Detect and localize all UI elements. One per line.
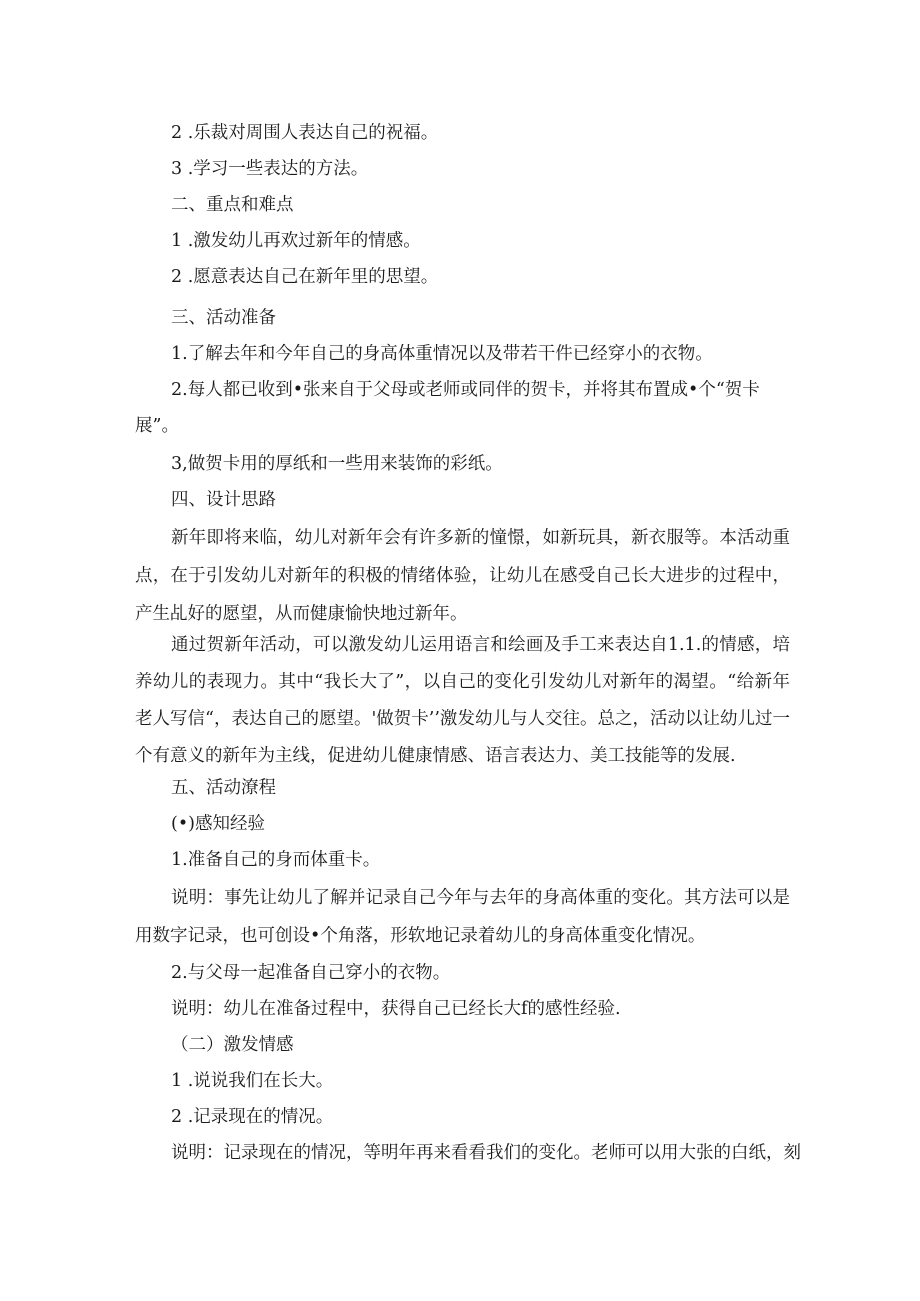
design-paragraph-1: 新年即将来临，幼儿对新年会有许多新的憧憬，如新玩具，新衣服等。本活动重点，在于引发幼儿对新年的积极的情绪体验，让幼儿在感受自己长大进步的过程中，产生乩好的愿望，从而健康愉快地过新年。 (135, 528, 790, 624)
key-point-2: 2 .愿意表达自己在新年里的思望。 (171, 267, 439, 287)
preparation-1: 1.了解去年和今年自己的身高体重情况以及带若干件已经穿小的衣物。 (171, 344, 713, 364)
emotion-step-2: 2 .记录现在的情况。 (171, 1107, 334, 1127)
subsection-emotion: （二）激发情感 (171, 1035, 294, 1055)
preparation-3: 3,做贺卡用的厚纸和一些用来装饰的彩纸。 (171, 454, 503, 474)
experience-note-1: 说明：事先让幼儿了解并记录自己今年与去年的身高体重的变化。其方法可以是用数字记录，也可创设•个角落，形软地记录着幼儿的身高体重变化情况。 (135, 888, 790, 946)
preparation-2-continued: 展”。 (135, 416, 179, 436)
section-heading-design: 四、设计思路 (171, 490, 276, 510)
experience-step-1: 1.准备自己的身而体重卡。 (171, 850, 381, 870)
emotion-note: 说明：记录现在的情况，等明年再来看看我们的变化。老师可以用大张的白纸，刻 (171, 1143, 801, 1163)
section-heading-preparation: 三、活动准备 (171, 308, 276, 328)
subsection-experience: (•)感知经验 (171, 814, 265, 834)
objective-3: 3 .学习一些表达的方法。 (171, 159, 369, 179)
preparation-2: 2.每人都已收到•张来自于父母或老师或同伴的贺卡，并将其布置成•个“贺卡 (171, 380, 760, 400)
design-paragraph-2: 通过贺新年活动，可以激发幼儿运用语言和绘画及手工来表达自1.1.的情感，培养幼儿的表现力。其中“我长大了”，以自己的变化引发幼儿对新年的渴望。“给新年老人写信“，表达自己的愿望。'做贺卡’’激发幼儿与人交往。总之，活动以让幼儿过一个有意义的新年为主线，促进幼儿健康情感、语言表达力、美工技能等的发展. (135, 635, 790, 766)
experience-step-2: 2.与父母一起准备自己穿小的衣物。 (171, 963, 451, 983)
experience-note-2: 说明：幼儿在准备过程中，获得自己已经长大f的感性经验. (171, 999, 621, 1019)
section-heading-key-points: 二、重点和难点 (171, 195, 294, 215)
key-point-1: 1 .激发幼儿再欢过新年的情感。 (171, 231, 421, 251)
section-heading-process: 五、活动潦程 (171, 778, 276, 798)
objective-2: 2 .乐裁对周围人表达自己的祝福。 (171, 123, 439, 143)
emotion-step-1: 1 .说说我们在长大。 (171, 1071, 334, 1091)
